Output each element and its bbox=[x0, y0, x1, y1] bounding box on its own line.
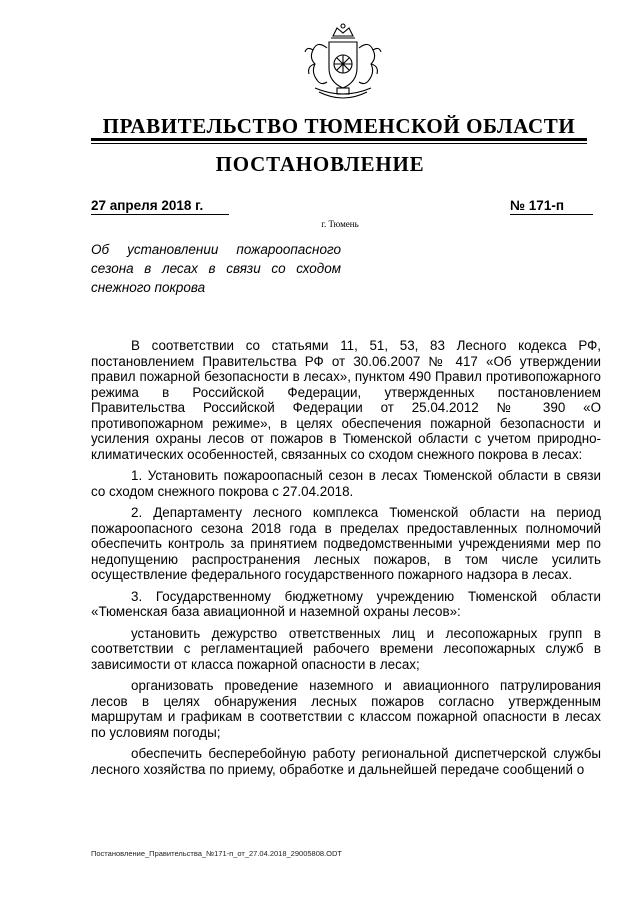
document-footer-filename: Постановление_Правительства_№171-п_от_27.04.2018_29005808.ODT bbox=[91, 849, 342, 858]
body-paragraph: 3. Государственному бюджетному учреждению Тюменской области «Тюменская база авиационной и наземной охраны лесов»: bbox=[91, 588, 601, 619]
body-paragraph: 1. Установить пожароопасный сезон в лесах Тюменской области в связи со сходом снежного покрова с 27.04.2018. bbox=[91, 468, 601, 499]
body-paragraph: установить дежурство ответственных лиц и лесопожарных групп в соответствии с регламентацией рабочего времени лесопожарных служб в зависимости от класса пожарной опасности в лесах; bbox=[91, 625, 601, 672]
coat-of-arms-icon bbox=[297, 22, 389, 106]
document-body bbox=[91, 338, 601, 783]
body-paragraph: 2. Департаменту лесного комплекса Тюменской области на период пожароопасного сезона 2018 года в пределах предоставленных полномочий обеспечить контроль за принятием подведомственными учреждениями мер по недопущению распространения лесных пожаров, в том числе усилить осуществление федерального государственного пожарного надзора в лесах. bbox=[91, 505, 601, 582]
title-rule-thick bbox=[91, 138, 587, 141]
body-paragraph: организовать проведение наземного и авиационного патрулирования лесов в целях обнаружения лесных пожаров согласно утвержденным маршрутам и графикам в соответствии с классом пожарной опасности в лесах по условиям погоды; bbox=[91, 678, 601, 740]
document-number: № 171-п bbox=[510, 198, 593, 215]
title-rule-thin bbox=[91, 143, 587, 144]
document-subject: Об установлении пожароопасного сезона в лесах в связи со сходом снежного покрова bbox=[91, 242, 341, 295]
body-paragraph: обеспечить бесперебойную работу региональной диспетчерской службы лесного хозяйства по приему, обработке и дальнейшей передаче сообщений о bbox=[91, 746, 601, 777]
government-title: ПРАВИТЕЛЬСТВО ТЮМЕНСКОЙ ОБЛАСТИ bbox=[102, 114, 576, 138]
document-city: г. Тюмень bbox=[321, 219, 359, 229]
body-paragraph: В соответствии со статьями 11, 51, 53, 83 Лесного кодекса РФ, постановлением Правительства РФ от 30.06.2007 № 417 «Об утверждении правил пожарной безопасности в лесах», пунктом 490 Правил противопожарного режима в Российской Федерации, утвержденных постановлением Правительства Российской Федерации от 25.04.2012 № 390 «О противопожарном режиме», в целях обеспечения пожарной безопасности и усиления охраны лесов от пожаров в Тюменской области с учетом природно-климатических особенностей, связанных со сходом снежного покрова в лесах: bbox=[91, 338, 601, 462]
document-type: ПОСТАНОВЛЕНИЕ bbox=[215, 152, 425, 176]
document-date: 27 апреля 2018 г. bbox=[91, 198, 229, 215]
